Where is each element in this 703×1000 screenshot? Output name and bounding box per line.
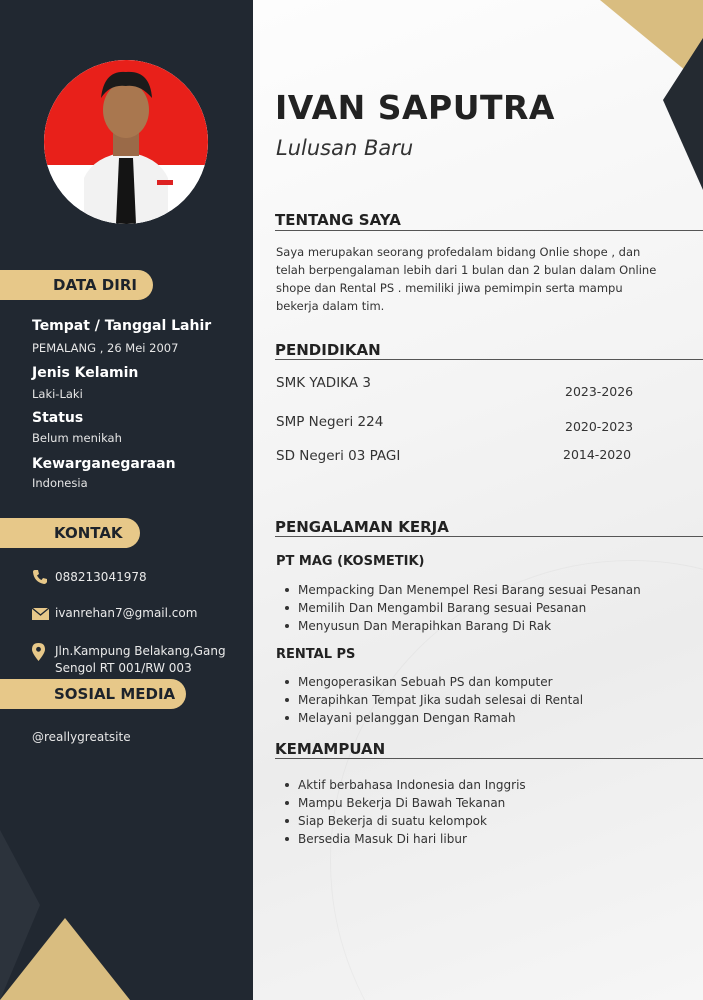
- bottom-left-decoration: [0, 830, 253, 1000]
- sosial-heading-text: SOSIAL MEDIA: [54, 685, 176, 703]
- address-text: [55, 643, 226, 677]
- list-item: Memilih Dan Mengambil Barang sesuai Pesanan: [298, 599, 641, 617]
- list-item: Menyusun Dan Merapihkan Barang Di Rak: [298, 617, 641, 635]
- job-title: RENTAL PS: [276, 647, 356, 662]
- pengalaman-rule: [275, 536, 703, 537]
- address-line-1: Jln.Kampung Belakang,Gang: [55, 644, 226, 658]
- school-years: 2020-2023: [565, 419, 634, 434]
- sosial-heading: [0, 679, 186, 709]
- gender-label: Jenis Kelamin: [32, 365, 139, 381]
- person-name: IVAN SAPUTRA: [275, 88, 555, 127]
- data-diri-heading-text: DATA DIRI: [53, 276, 137, 294]
- list-item: Mengoperasikan Sebuah PS dan komputer: [298, 673, 583, 691]
- about-line: telah berpengalaman lebih dari 1 bulan dan 2 bulan dalam Online: [276, 263, 657, 277]
- birth-label: Tempat / Tanggal Lahir: [32, 318, 212, 334]
- list-item: Melayani pelanggan Dengan Ramah: [298, 709, 583, 727]
- kemampuan-heading: KEMAMPUAN: [275, 740, 386, 758]
- kontak-heading-text: KONTAK: [54, 524, 123, 542]
- tentang-rule: [275, 230, 703, 231]
- skill-list: [276, 776, 526, 848]
- about-text: [276, 243, 671, 315]
- school-name: SD Negeri 03 PAGI: [276, 448, 401, 464]
- pengalaman-heading: PENGALAMAN KERJA: [275, 518, 449, 536]
- phone-icon: [32, 569, 48, 585]
- pendidikan-rule: [275, 359, 703, 360]
- status-value: Belum menikah: [32, 431, 122, 445]
- sidebar: [0, 0, 253, 1000]
- list-item: Siap Bekerja di suatu kelompok: [298, 812, 526, 830]
- status-label: Status: [32, 410, 84, 426]
- phone-text: 088213041978: [55, 570, 147, 584]
- list-item: Mampu Bekerja Di Bawah Tekanan: [298, 794, 526, 812]
- kemampuan-rule: [275, 758, 703, 759]
- school-name: SMK YADIKA 3: [276, 375, 371, 391]
- list-item: Merapihkan Tempat Jika sudah selesai di Rental: [298, 693, 584, 707]
- data-diri-heading: [0, 270, 153, 300]
- list-item: Mempacking Dan Menempel Resi Barang sesuai Pesanan: [298, 583, 641, 597]
- about-line: Saya merupakan seorang profedalam bidang Onlie shope , dan: [276, 245, 641, 259]
- top-right-decoration: [600, 0, 703, 190]
- job-title: PT MAG (KOSMETIK): [276, 554, 425, 569]
- avatar: [44, 60, 208, 224]
- location-pin-icon: [32, 643, 45, 661]
- list-item: Aktif berbahasa Indonesia dan Inggris: [298, 778, 526, 792]
- list-item: Bersedia Masuk Di hari libur: [298, 830, 526, 848]
- birth-value: PEMALANG , 26 Mei 2007: [32, 341, 179, 355]
- gender-value: Laki-Laki: [32, 387, 83, 401]
- email-text: ivanrehan7@gmail.com: [55, 606, 198, 620]
- about-line: shope dan Rental PS . memiliki jiwa pemimpin serta mampu: [276, 281, 623, 295]
- citizenship-value: Indonesia: [32, 476, 88, 490]
- pendidikan-heading: PENDIDIKAN: [275, 341, 381, 359]
- job-task-list: [276, 673, 583, 727]
- envelope-icon: [32, 608, 49, 620]
- school-name: SMP Negeri 224: [276, 414, 384, 430]
- address-line-2: Sengol RT 001/RW 003: [55, 661, 192, 675]
- social-handle: @reallygreatsite: [32, 730, 131, 744]
- kontak-heading: [0, 518, 140, 548]
- person-role: Lulusan Baru: [276, 136, 414, 160]
- school-years: 2014-2020: [563, 447, 632, 462]
- school-years: 2023-2026: [565, 384, 634, 399]
- tentang-heading: TENTANG SAYA: [275, 211, 401, 229]
- job-task-list: [276, 581, 641, 635]
- about-line: bekerja dalam tim.: [276, 299, 385, 313]
- citizenship-label: Kewarganegaraan: [32, 456, 176, 472]
